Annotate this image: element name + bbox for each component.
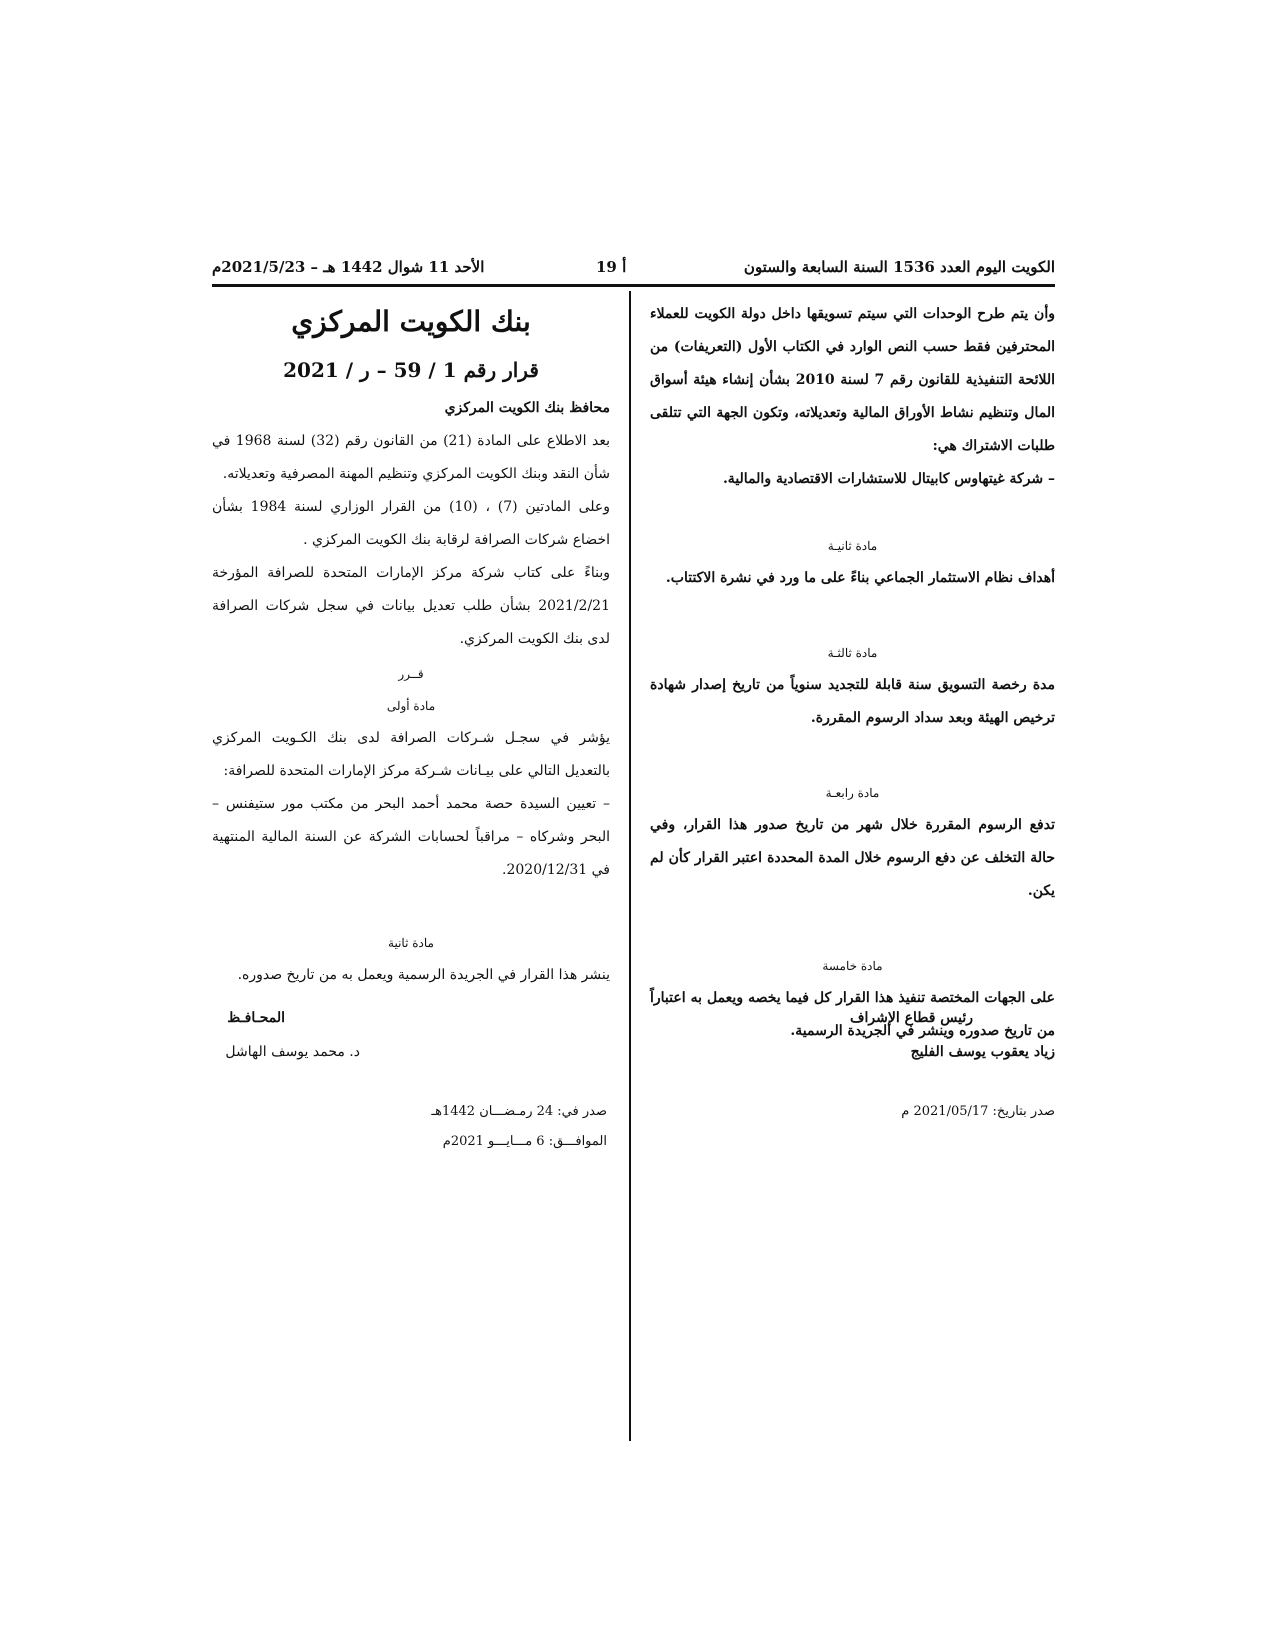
header-issue-info: الكويت اليوم العدد 1536 السنة السابعة والستون — [743, 258, 1055, 276]
column-divider — [629, 291, 631, 1441]
bullet-company: – شركة غيتهاوس كابيتال للاستشارات الاقتصادية والمالية. — [722, 471, 1055, 487]
page-title: بنك الكويت المركزي — [291, 305, 531, 338]
governor-title: المحـافـظ — [227, 1010, 285, 1026]
header-page-number: أ 19 — [596, 258, 627, 276]
header-rule — [212, 284, 1055, 287]
decision-number: قرار رقم 1 / 59 – ر / 2021 — [283, 358, 539, 382]
decided-heading: قــرر — [398, 667, 424, 681]
issued-gregorian: الموافـــق: 6 مـــايـــو 2021م — [442, 1134, 607, 1149]
issuer: محافظ بنك الكويت المركزي — [444, 400, 610, 416]
intro-paragraph: وأن يتم طرح الوحدات التي سيتم تسويقها داخل دولة الكويت للعملاء المحترفين فقط حسب النص الوارد في الكتاب الأول (التعريفات) من اللائحة التنفيذية للقانون رقم 7 لسنة 2010 بشأن إنشاء هيئة أسواق المال وتنظيم نشاط الأوراق المالية وتعديلاته، وتكون الجهة التي تتلقى طلبات الاشتراك هي: — [650, 306, 1056, 454]
article-1-heading: مادة أولى — [386, 699, 436, 713]
preamble-2: وعلى المادتين (7) ، (10) من القرار الوزاري لسنة 1984 بشأن اخضاع شركات الصرافة لرقابة بنك الكويت المركزي . — [212, 499, 610, 548]
governor-name: د. محمد يوسف الهاشل — [225, 1044, 360, 1060]
article-2-text-left: ينشر هذا القرار في الجريدة الرسمية ويعمل به من تاريخ صدوره. — [237, 967, 610, 983]
article-4-text: تدفع الرسوم المقررة خلال شهر من تاريخ صدور هذا القرار، وفي حالة التخلف عن دفع الرسوم خلال المدة المحددة اعتبر القرار كأن لم يكن. — [650, 817, 1055, 899]
right-column — [650, 298, 1055, 1048]
left-column — [212, 298, 610, 992]
article-1-text: يؤشر في سجـل شـركات الصرافة لدى بنك الكـويت المركزي بالتعديل التالي على بيـانات شـركة مركز الإمارات المتحدة للصرافة: — [212, 730, 610, 779]
article-3-heading: مادة ثالثـة — [827, 646, 878, 660]
article-5-heading: مادة خامسة — [822, 959, 883, 973]
article-3-text: مدة رخصة التسويق سنة قابلة للتجديد سنوياً من تاريخ إصدار شهادة ترخيص الهيئة وبعد سداد الرسوم المقررة. — [650, 677, 1055, 726]
signature-title: رئيس قطاع الإشراف — [849, 1010, 973, 1026]
article-1-bullet: – تعيين السيدة حصة محمد أحمد البحر من مكتب مور ستيفنس – البحر وشركاه – مراقباً لحسابات الشركة عن السنة المالية المنتهية في 2020/12/31. — [212, 796, 610, 878]
article-5-text: على الجهات المختصة تنفيذ هذا القرار كل فيما يخصه ويعمل به اعتباراً من تاريخ صدوره وينشر في الجريدة الرسمية. — [650, 990, 1055, 1039]
signature-name: زياد يعقوب يوسف الفليج — [910, 1044, 1055, 1060]
issued-hijri: صدر في: 24 رمـضـــان 1442هـ — [431, 1104, 607, 1119]
header-date: الأحد 11 شوال 1442 هـ – 2021/5/23م — [212, 258, 485, 276]
preamble-1: بعد الاطلاع على المادة (21) من القانون رقم (32) لسنة 1968 في شأن النقد وبنك الكويت المركزي وتنظيم المهنة المصرفية وتعديلاته. — [212, 433, 610, 482]
article-2-heading-left: مادة ثانية — [388, 936, 434, 950]
preamble-3: وبناءً على كتاب شركة مركز الإمارات المتحدة للصرافة المؤرخة 2021/2/21 بشأن طلب تعديل بيانات في سجل شركات الصرافة لدى بنك الكويت المركزي. — [212, 565, 610, 647]
article-2-heading: مادة ثانيـة — [827, 539, 878, 553]
article-2-text: أهداف نظام الاستثمار الجماعي بناءً على ما ورد في نشرة الاكتتاب. — [665, 570, 1055, 586]
issued-date: صدر بتاريخ: 2021/05/17 م — [901, 1104, 1055, 1119]
article-4-heading: مادة رابعـة — [825, 786, 880, 800]
